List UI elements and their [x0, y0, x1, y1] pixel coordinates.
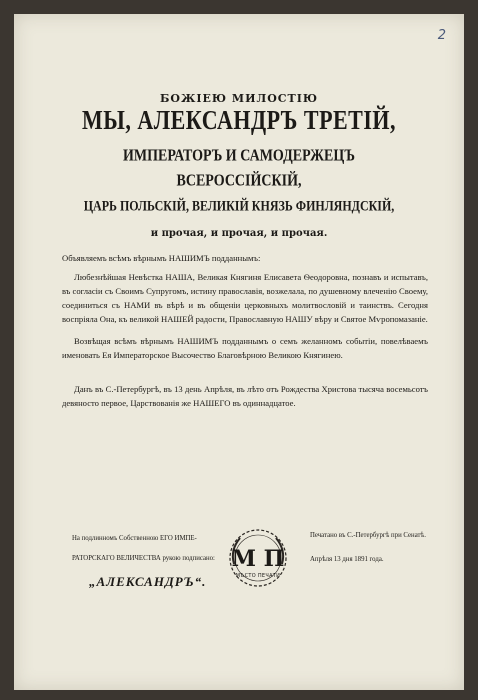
page-title: МЫ, АЛЕКСАНДРЪ ТРЕТІЙ,: [81, 103, 397, 135]
seal-text: МѢСТО ПЕЧАТИ: [235, 573, 281, 579]
paragraph-body: Любезнѣйшая Невѣстка НАША, Великая Княгиня Елисавета Ѳеодоровна, познавъ и испытавъ, въ согласіи съ Своимъ Супругомъ, истину православія, возжелала, по душевному влеченію Своему, соединиться съ НАМИ въ вѣрѣ и въ общеніи церковныхъ молитвословій и таинствъ. Сегодня воспріяла Она, къ великой НАШЕЙ радости, Православную НАШУ вѣру и Святое Мѵропомазаніе.: [62, 272, 428, 324]
titles-line: ЦАРЬ ПОЛЬСКІЙ, ВЕЛИКІЙ КНЯЗЬ ФИНЛЯНДСКІЙ,: [83, 197, 395, 215]
page-number: 2: [437, 28, 446, 43]
etc-line: и прочая, и прочая, и прочая.: [150, 228, 328, 239]
seal-emblem: [224, 524, 292, 592]
paragraph-dated: Данъ въ С.-Петербургѣ, въ 13 день Апрѣля, въ лѣто отъ Рождества Христова тысяча восемьсотъ девяносто первое, Царствованія же НАШЕГО въ одиннадцатое.: [62, 384, 428, 408]
original-note-line2: РАТОРСКАГО ВЕЛИЧЕСТВА рукою подписано:: [72, 555, 215, 562]
by-grace-heading: БОЖІЕЮ МИЛОСТІЮ: [159, 92, 319, 105]
svg-text:М П: М П: [231, 546, 285, 572]
manifesto-page: [14, 14, 464, 690]
publication-date: Апрѣля 13 дня 1891 года.: [310, 556, 384, 563]
emperor-line: ИМПЕРАТОРЪ И САМОДЕРЖЕЦЪ: [123, 147, 355, 166]
all-russia-line: ВСЕРОССІЙСКІЙ,: [176, 172, 302, 191]
paragraph-announcement: Возвѣщая всѣмъ вѣрнымъ НАШИМЪ подданнымъ о семъ желанномъ событіи, повелѣваемъ именовать Ея Императорское Высочество Благовѣрною Великою Княгинею.: [62, 336, 428, 360]
wreath-icon: [224, 524, 292, 592]
printed-in-note: Печатано въ С.-Петербургѣ при Сенатѣ.: [310, 532, 426, 539]
signature: „АЛЕКСАНДРЪ“.: [89, 574, 207, 589]
paragraph-address: Объявляемъ всѣмъ вѣрнымъ НАШИМЪ подданнымъ:: [62, 253, 261, 263]
original-note-line1: На подлинномъ Собственною ЕГО ИМПЕ-: [72, 535, 197, 542]
